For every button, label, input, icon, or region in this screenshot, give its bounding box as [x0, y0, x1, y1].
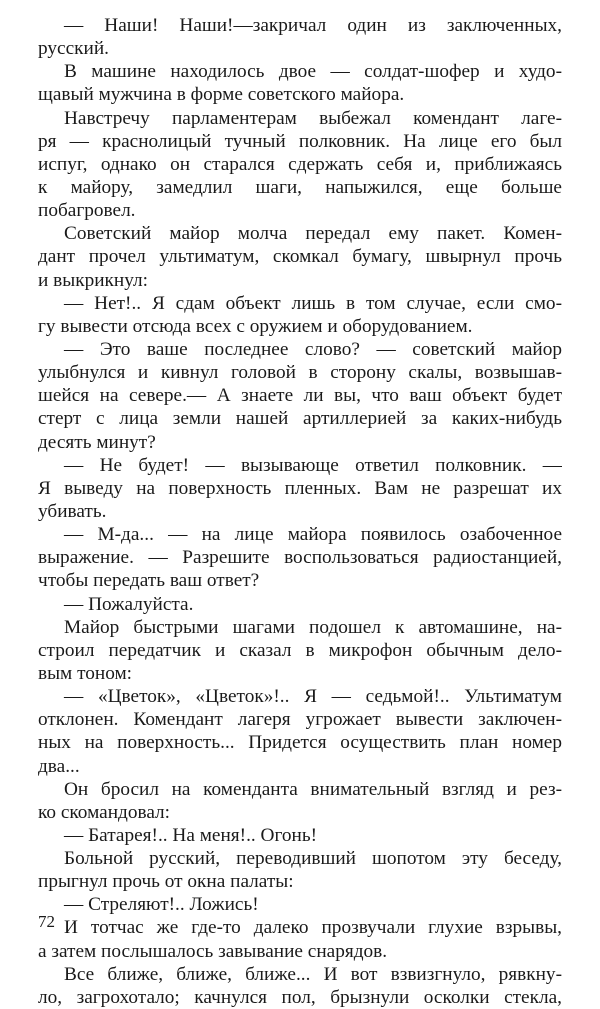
text-line: гу вывести отсюда всех с оружием и оборудованием.	[38, 315, 473, 337]
text-line: — Стреляют!.. Ложись!	[64, 894, 259, 916]
text-line: ря — краснолицый тучный полковник. На лице его был	[38, 130, 562, 152]
text-line: чтобы передать ваш ответ?	[38, 570, 260, 592]
text-line: а затем послышалось завывание снарядов.	[38, 940, 388, 962]
text-line: ных на поверхность... Придется осуществить план номер	[38, 732, 562, 754]
text-line: В машине находилось двое — солдат-шофер и худо-	[64, 61, 562, 83]
text-line: Больной русский, переводивший шопотом эту беседу,	[64, 848, 562, 870]
text-line: — Нет!.. Я сдам объект лишь в том случае, если смо-	[64, 292, 562, 314]
text-line: десять минут?	[38, 431, 156, 453]
text-line: ко скомандовал:	[38, 801, 171, 823]
page-body	[38, 14, 562, 1009]
text-line: — Не будет! — вызывающе ответил полковник. —	[64, 454, 562, 476]
text-line: — «Цветок», «Цветок»!.. Я — седьмой!.. Ультиматум	[64, 686, 562, 708]
text-line: вым тоном:	[38, 662, 133, 684]
text-line: строил передатчик и сказал в микрофон обычным дело-	[38, 639, 562, 661]
text-line: стерт с лица земли нашей артиллерией за каких-нибудь	[38, 408, 562, 430]
text-line: Навстречу парламентерам выбежал комендант лаге-	[64, 107, 562, 129]
text-line: Я выведу на поверхность пленных. Вам не разрешат их	[38, 477, 562, 499]
text-line: И тотчас же где-то далеко прозвучали глухие взрывы,	[64, 917, 562, 939]
text-line: Он бросил на коменданта внимательный взгляд и рез-	[64, 778, 562, 800]
text-line: побагровел.	[38, 200, 136, 222]
text-line: — Наши! Наши!—закричал один из заключенных,	[64, 15, 562, 36]
text-line: Майор быстрыми шагами подошел к автомашине, на-	[64, 616, 562, 638]
text-line: и выкрикнул:	[38, 269, 148, 291]
text-line: к майору, замедлил шаги, напыжился, еще больше	[38, 176, 562, 198]
text-line: Все ближе, ближе, ближе... И вот взвизгнуло, рявкну-	[64, 963, 562, 985]
text-line: — М-да... — на лице майора появилось озабоченное	[64, 524, 562, 546]
text-line: Советский майор молча передал ему пакет. Комен-	[64, 223, 562, 245]
text-line: русский.	[38, 38, 109, 60]
text-line: — Пожалуйста.	[64, 593, 194, 615]
text-line: — Батарея!.. На меня!.. Огонь!	[64, 824, 318, 846]
page-number: 72	[38, 912, 55, 931]
text-line: отклонен. Комендант лагеря угрожает вывести заключен-	[38, 709, 562, 731]
text-line: дант прочел ультиматум, скомкал бумагу, швырнул прочь	[38, 246, 562, 268]
text-line: прыгнул прочь от окна палаты:	[38, 871, 294, 893]
text-line: шейся на севере.— А знаете ли вы, что ваш объект будет	[38, 385, 562, 407]
text-line: — Это ваше последнее слово? — советский майор	[64, 338, 562, 360]
text-line: убивать.	[38, 500, 107, 522]
text-line: два...	[38, 755, 80, 777]
text-line: щавый мужчина в форме советского майора.	[38, 84, 405, 106]
text-line: испуг, однако он старался сдержать себя и, приближаясь	[38, 153, 562, 175]
text-line: ло, загрохотало; качнулся пол, брызнули осколки стекла,	[38, 986, 562, 1008]
text-line: выражение. — Разрешите воспользоваться радиостанцией,	[38, 547, 562, 569]
text-line: улыбнулся и кивнул головой в сторону скалы, возвышав-	[38, 362, 562, 384]
